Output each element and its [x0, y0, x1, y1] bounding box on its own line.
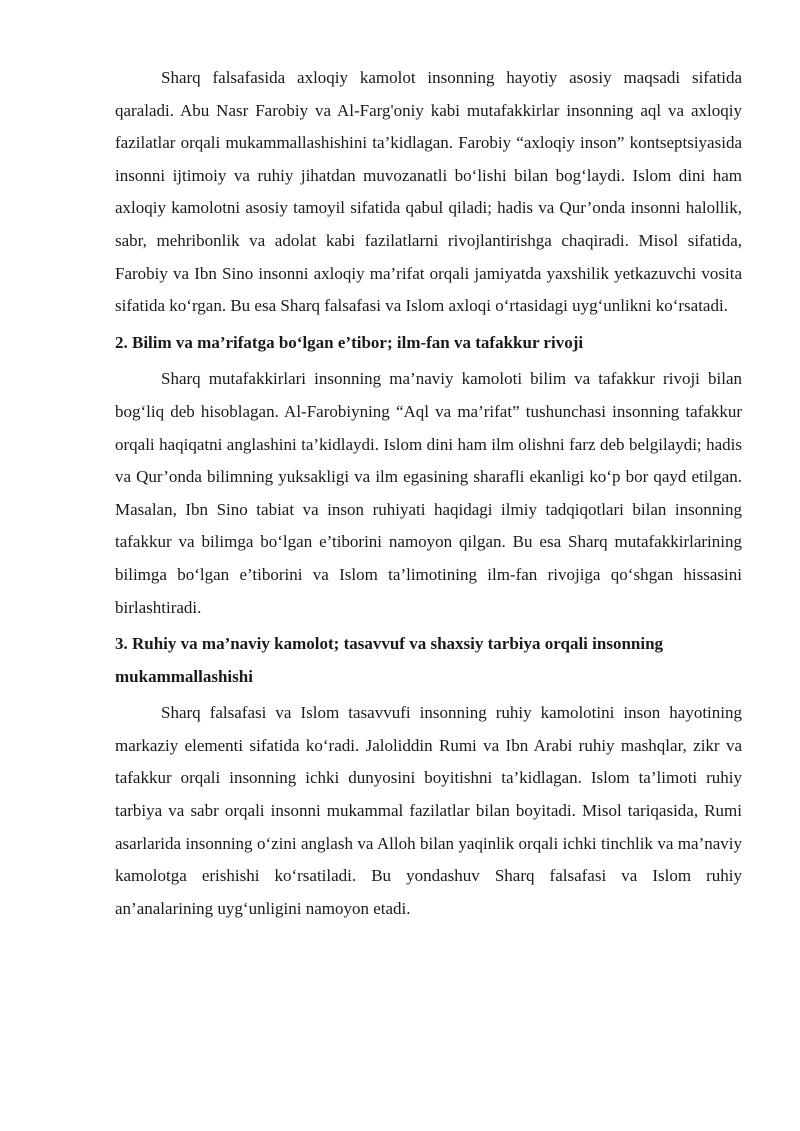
paragraph-1: Sharq falsafasida axloqiy kamolot insonning hayotiy asosiy maqsadi sifatida qaraladi. Abu Nasr Farobiy va Al-Farg'oniy kabi mutafakkirlar insonning aql va axloqiy fazilatlar orqali mukammallashishini ta’kidlagan. Farobiy “axloqiy inson” kontseptsiyasida insonni ijtimoiy va ruhiy jihatdan muvozanatli bo‘lishi bilan bog‘laydi. Islom dini ham axloqiy kamolotni asosiy tamoyil sifatida qabul qiladi; hadis va Qur’onda insonni halollik, sabr, mehribonlik va adolat kabi fazilatlarni rivojlantirishga chaqiradi. Misol sifatida, Farobiy va Ibn Sino insonni axloqiy ma’rifat orqali jamiyatda yaxshilik yetkazuvchi vosita sifatida ko‘rgan. Bu esa Sharq falsafasi va Islom axloqi o‘rtasidagi uyg‘unlikni ko‘rsatadi. [115, 68, 742, 316]
section-heading-3: 3. Ruhiy va ma’naviy kamolot; tasavvuf va shaxsiy tarbiya orqali insonning mukammallashishi [115, 634, 664, 686]
paragraph-2: Sharq mutafakkirlari insonning ma’naviy kamoloti bilim va tafakkur rivoji bilan bog‘liq deb hisoblagan. Al-Farobiyning “Aql va ma’rifat” tushunchasi insonning tafakkur orqali haqiqatni anglashini ta’kidlaydi. Islom dini ham ilm olishni farz deb belgilaydi; hadis va Qur’onda bilimning yuksakligi va ilm egasining sharafli ekanligi ko‘p bor qayd etilgan. Masalan, Ibn Sino tabiat va inson ruhiyati haqidagi ilmiy tadqiqotlari bilan insonning tafakkur va bilimga bo‘lgan e’tiborini namoyon qilgan. Bu esa Sharq mutafakkirlarining bilimga bo‘lgan e’tiborini va Islom ta’limotining ilm-fan rivojiga qo‘shgan hissasini birlashtiradi. [115, 369, 742, 617]
document-body [115, 62, 742, 925]
section-heading-2: 2. Bilim va ma’rifatga bo‘lgan e’tibor; ilm-fan va tafakkur rivoji [115, 332, 584, 352]
paragraph-3: Sharq falsafasi va Islom tasavvufi insonning ruhiy kamolotini inson hayotining markaziy elementi sifatida ko‘radi. Jaloliddin Rumi va Ibn Arabi ruhiy mashqlar, zikr va tafakkur orqali insonning ichki dunyosini boyitishni ta’kidlagan. Islom ta’limoti ruhiy tarbiya va sabr orqali insonni mukammal fazilatlar bilan boyitadi. Misol tariqasida, Rumi asarlarida insonning o‘zini anglash va Alloh bilan yaqinlik orqali ichki tinchlik va ma’naviy kamolotga erishishi ko‘rsatiladi. Bu yondashuv Sharq falsafasi va Islom ruhiy an’analarining uyg‘unligini namoyon etadi. [115, 703, 742, 918]
